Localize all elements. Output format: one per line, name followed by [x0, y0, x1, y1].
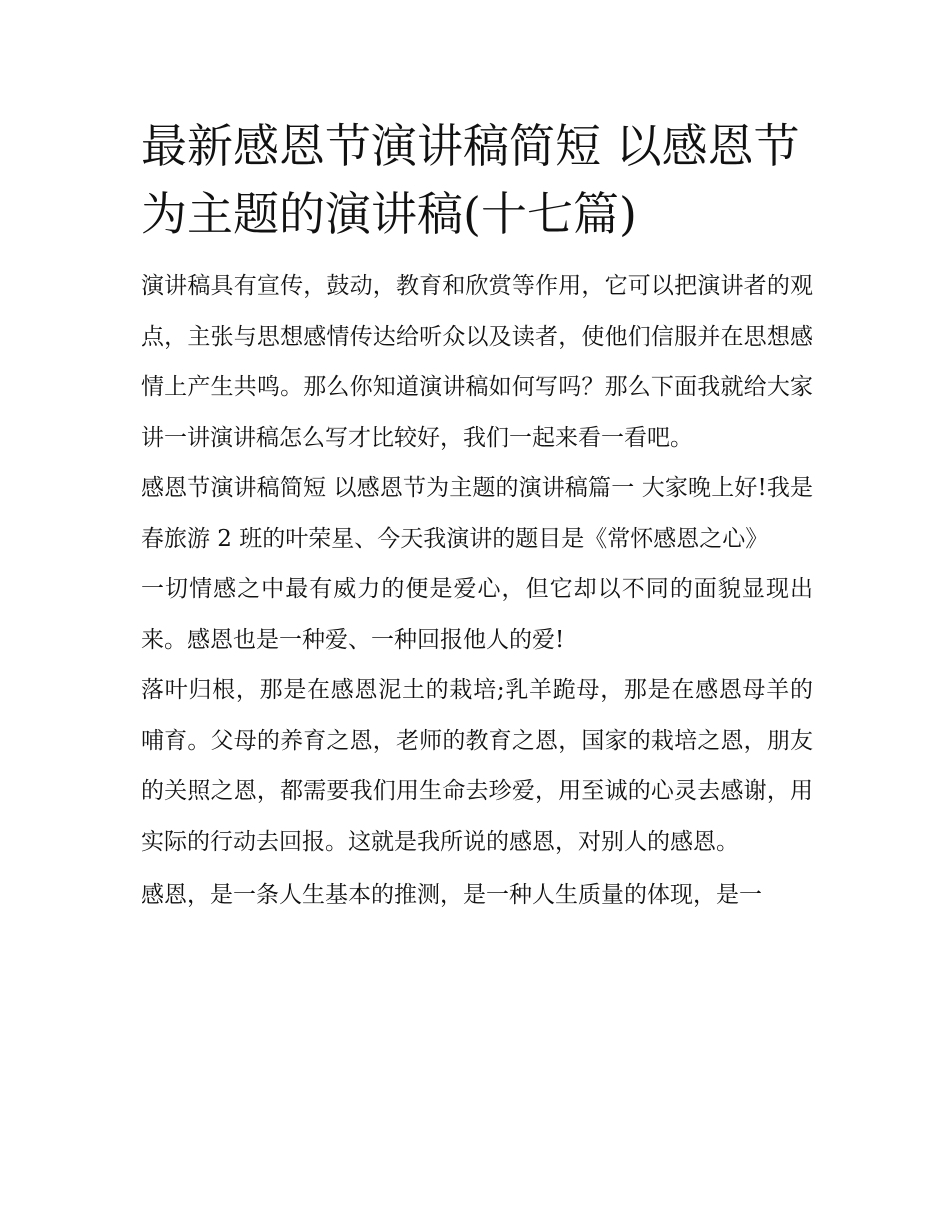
paragraph-gratitude-examples: 落叶归根，那是在感恩泥土的栽培;乳羊跪母，那是在感恩母羊的哺育。父母的养育之恩，老师的教育之恩，国家的栽培之恩，朋友的关照之恩，都需要我们用生命去珍爱，用至诚的心灵去感谢，用实际的行动去回报。这就是我所说的感恩，对别人的感恩。: [141, 677, 813, 855]
document-title: 最新感恩节演讲稿简短 以感恩节为主题的演讲稿(十七篇): [141, 119, 800, 241]
document-body: [141, 112, 813, 921]
paragraph-opening: 感恩节演讲稿简短 以感恩节为主题的演讲稿篇一 大家晚上好!我是春旅游 2 班的叶荣星、今天我演讲的题目是《常怀感恩之心》: [141, 475, 813, 552]
paragraph-gratitude-definition: 感恩，是一条人生基本的推测，是一种人生质量的体现，是一: [141, 882, 762, 908]
paragraph-intro: 演讲稿具有宣传，鼓动，教育和欣赏等作用，它可以把演讲者的观点，主张与思想感情传达给听众以及读者，使他们信服并在思想感情上产生共鸣。那么你知道演讲稿如何写吗？那么下面我就给大家讲一讲演讲稿怎么写才比较好，我们一起来看一看吧。: [141, 273, 813, 451]
paragraph-love: 一切情感之中最有威力的便是爱心，但它却以不同的面貌显现出来。感恩也是一种爱、一种回报他人的爱!: [141, 576, 813, 653]
